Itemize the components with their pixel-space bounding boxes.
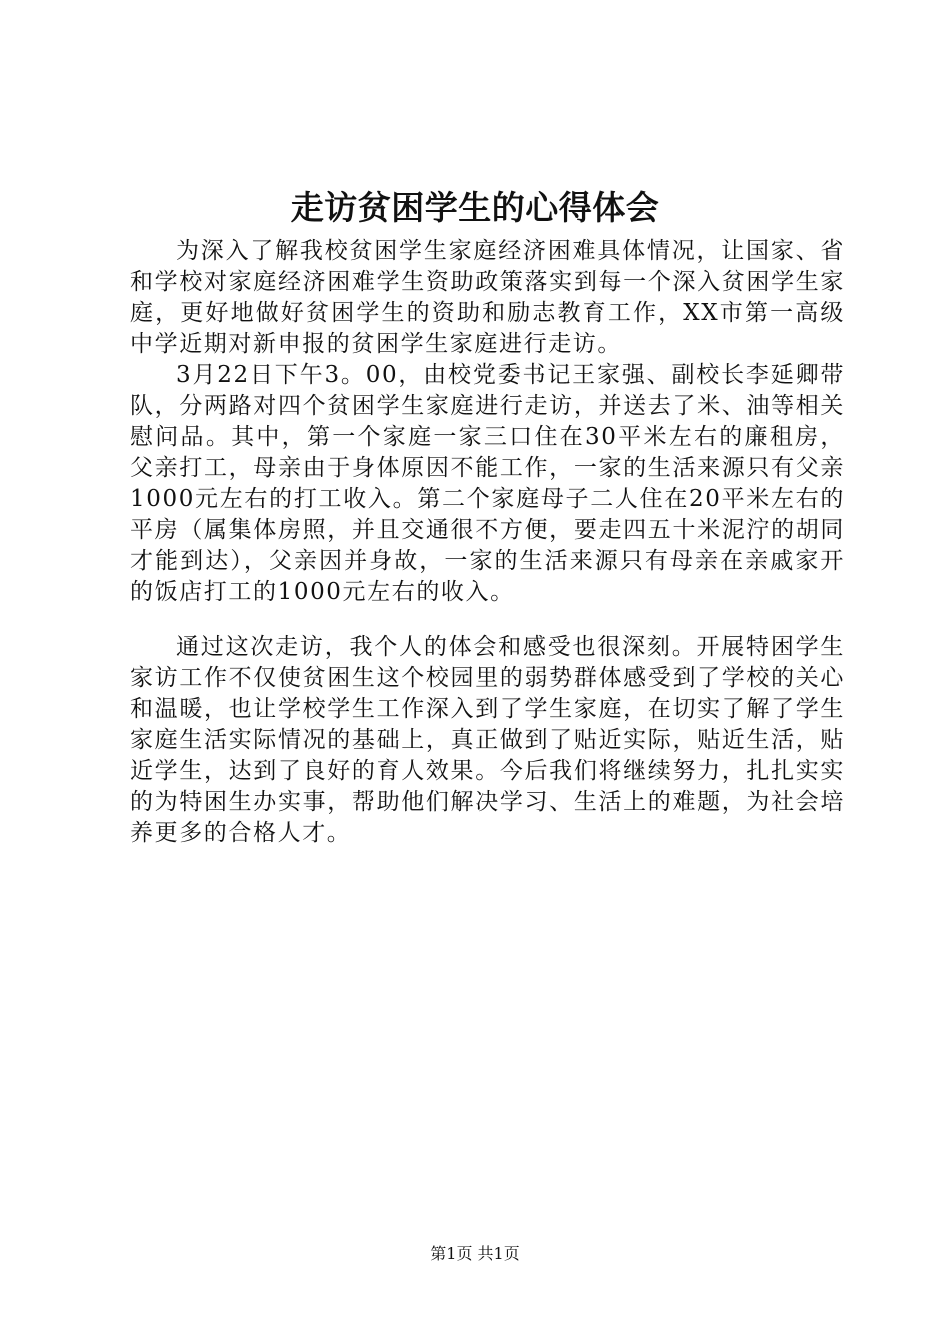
document-title: 走访贫困学生的心得体会 (290, 188, 660, 227)
paragraph-visit-details: 3月22日下午3。00，由校党委书记王家强、副校长李延卿带队，分两路对四个贫困学生家庭进行走访，并送去了米、油等相关慰问品。其中，第一个家庭一家三口住在30平米左右的廉租房，父亲打工，母亲由于身体原因不能工作，一家的生活来源只有父亲1000元左右的打工收入。第二个家庭母子二人住在20平米左右的平房（属集体房照，并且交通很不方便，要走四五十米泥泞的胡同才能到达），父亲因并身故，一家的生活来源只有母亲在亲戚家开的饭店打工的1000元左右的收入。 (130, 362, 845, 605)
paragraph-reflection: 通过这次走访，我个人的体会和感受也很深刻。开展特困学生家访工作不仅使贫困生这个校园里的弱势群体感受到了学校的关心和温暖，也让学校学生工作深入到了学生家庭，在切实了解了学生家庭生活实际情况的基础上，真正做到了贴近实际，贴近生活，贴近学生，达到了良好的育人效果。今后我们将继续努力，扎扎实实的为特困生办实事，帮助他们解决学习、生活上的难题，为社会培养更多的合格人才。 (130, 634, 845, 846)
page-number-footer: 第1页 共1页 (430, 1244, 520, 1263)
paragraph-intro: 为深入了解我校贫困学生家庭经济困难具体情况，让国家、省和学校对家庭经济困难学生资助政策落实到每一个深入贫困学生家庭，更好地做好贫困学生的资助和励志教育工作，XX市第一高级中学近期对新申报的贫困学生家庭进行走访。 (130, 238, 845, 357)
